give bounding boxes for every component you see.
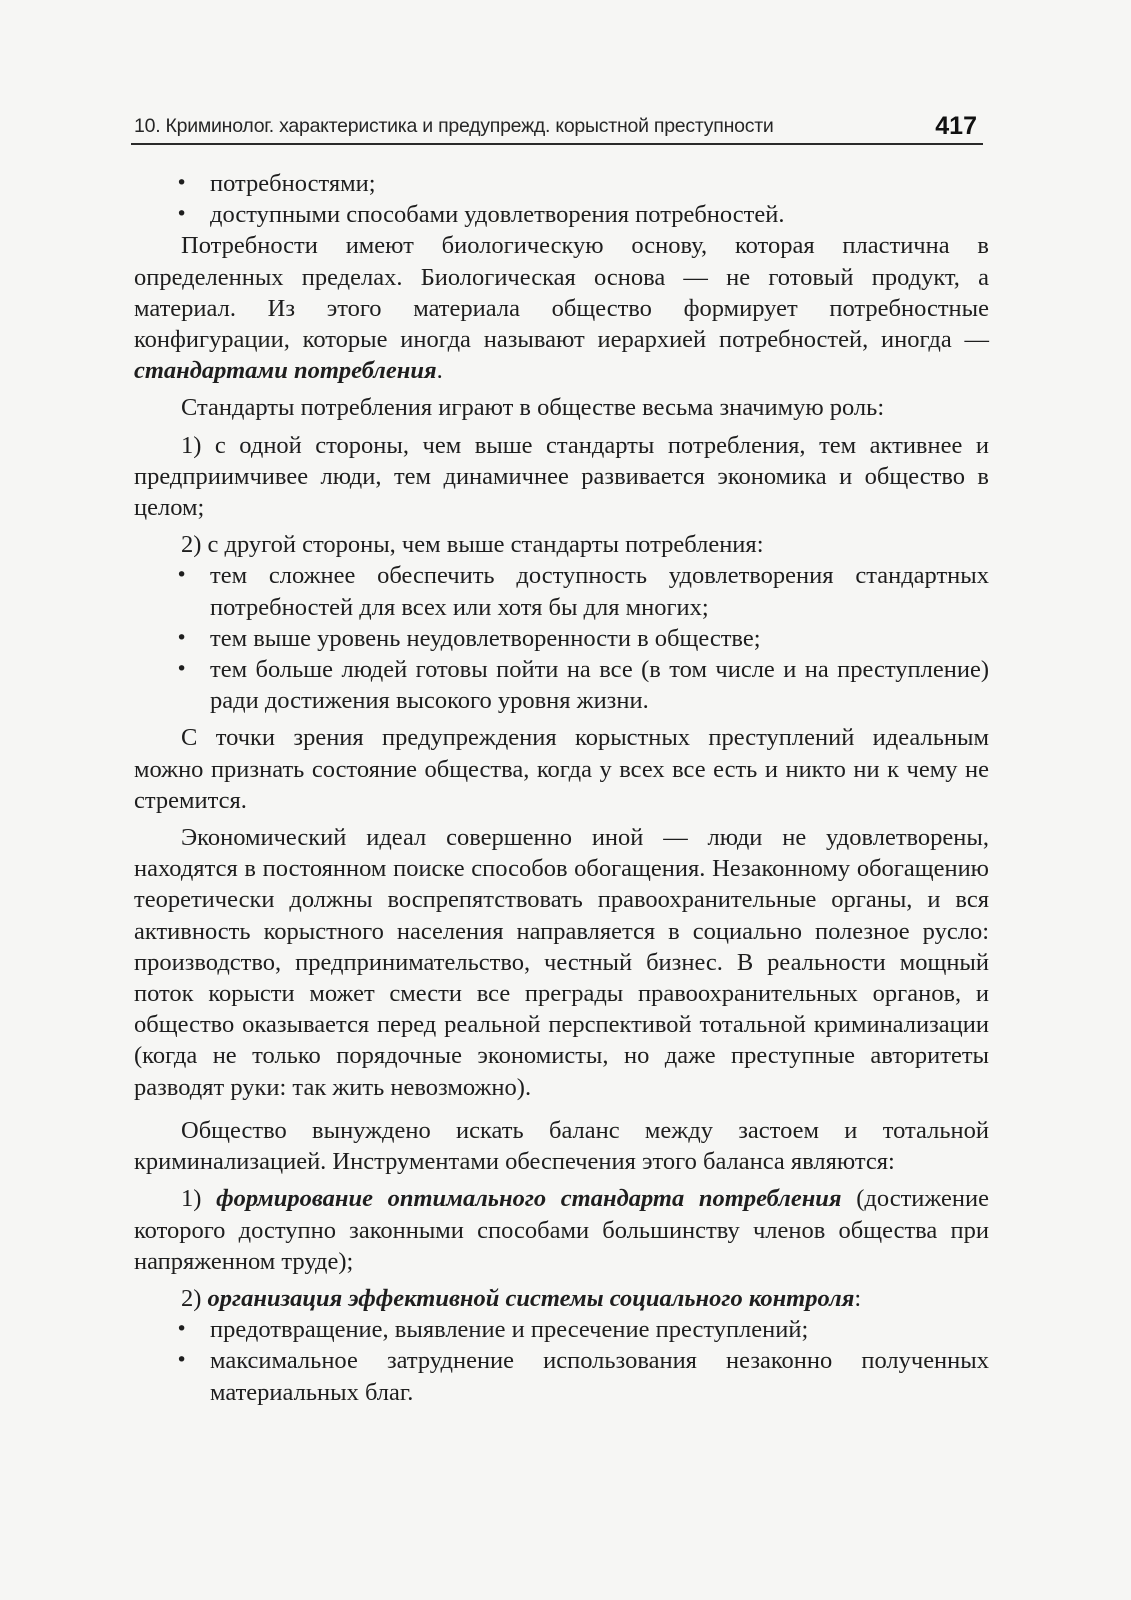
bullet-item: • доступными способами удовлетворения потребностей. [134, 199, 989, 230]
bullet-item: • тем выше уровень неудовлетворенности в обществе; [134, 623, 989, 654]
paragraph: Экономический идеал совершенно иной — люди не удовлетворены, находятся в постоянном поиске способов обогащения. Незаконному обогащению теоретически должны воспрепятствовать правоохранительные органы, и вся активность корыстного населения направляется в социально полезное русло: производство, предпринимательство, честный бизнес. В реальности мощный поток корысти может смести все преграды правоохранительных органов, и общество оказывается перед реальной перспективой тотальной криминализации (когда не только порядочные экономисты, но даже преступные авторитеты разводят руки: так жить невозможно). [134, 824, 989, 1101]
paragraph [134, 230, 989, 386]
bullet-item: • тем сложнее обеспечить доступность удовлетворения стандартных потребностей для всех или хотя бы для многих; [134, 560, 989, 622]
page-number: 417 [935, 112, 977, 140]
bullet-item: • предотвращение, выявление и пресечение преступлений; [134, 1314, 989, 1345]
numbered-item [134, 1283, 989, 1314]
numbered-item: 1) с одной стороны, чем выше стандарты потребления, тем активнее и предприимчивее люди, тем динамичнее развивается экономика и общество в целом; [134, 431, 989, 522]
paragraph: С точки зрения предупреждения корыстных преступлений идеальным можно признать состояние общества, когда у всех все есть и никто ни к чему не стремится. [134, 724, 989, 814]
numbered-item [134, 1183, 989, 1277]
body-text [134, 168, 989, 1408]
emphasis-term: формирование оптимального стандарта потребления [216, 1185, 842, 1213]
paragraph-text: Потребности имеют биологическую основу, которая пластична в определенных пределах. Биологическая основа — не готовый продукт, а материал. Из этого материала общество формирует потребностные конфигурации, которые иногда называют иерархией потребностей, иногда — [134, 232, 989, 354]
paragraph-text: (достижение которого доступно законными способами большинству членов общества при напряженном труде); [134, 1185, 989, 1275]
bullet-item: • максимальное затруднение использования незаконно полученных материальных благ. [134, 1345, 989, 1407]
paragraph-text: . [436, 357, 443, 385]
paragraph: Общество вынуждено искать баланс между застоем и тотальной криминализацией. Инструментами обеспечения этого баланса являются: [134, 1116, 989, 1176]
item-number: 1) [181, 1185, 217, 1213]
running-header [131, 111, 983, 145]
bullet-item: • тем больше людей готовы пойти на все (в том числе и на преступление) ради достижения высокого уровня жизни. [134, 654, 989, 716]
running-title: 10. Криминолог. характеристика и предупрежд. корыстной преступности [134, 115, 774, 137]
emphasis-term: организация эффективной системы социального контроля [207, 1284, 855, 1312]
paragraph-text: : [854, 1284, 862, 1312]
paragraph: Стандарты потребления играют в обществе весьма значимую роль: [181, 394, 885, 422]
item-number: 2) [181, 1284, 208, 1312]
numbered-item: 2) с другой стороны, чем выше стандарты потребления: [181, 531, 764, 559]
bullet-item: • потребностями; [134, 168, 989, 199]
emphasis-term: стандартами потребления [134, 357, 437, 385]
